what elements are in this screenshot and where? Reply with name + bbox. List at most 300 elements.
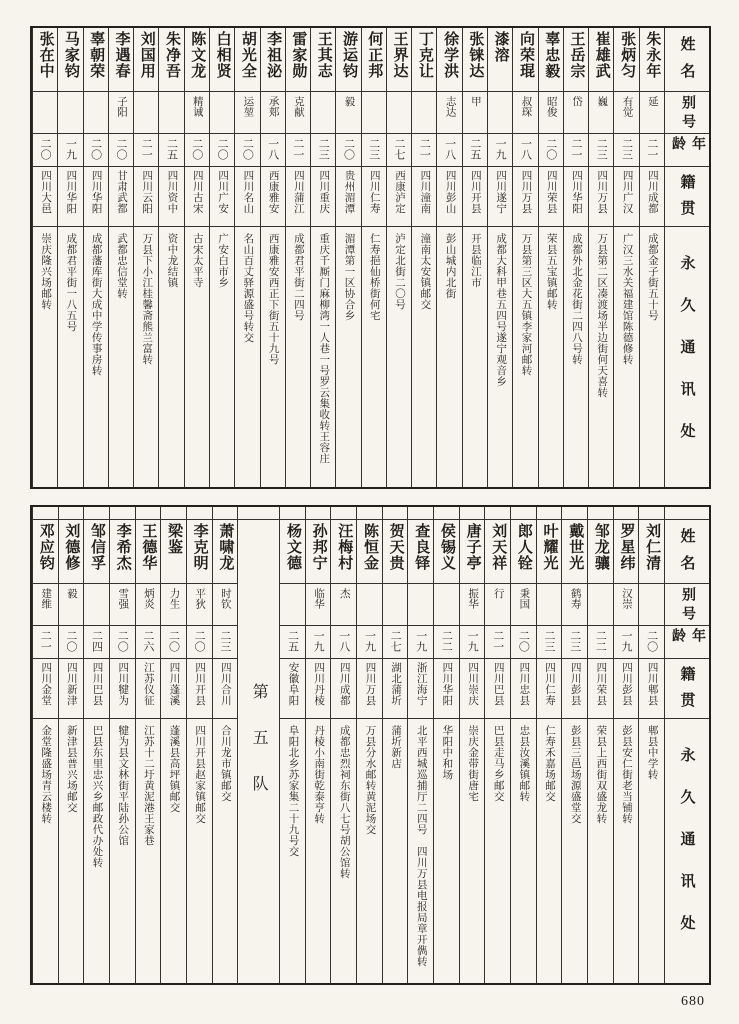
person-alias — [488, 92, 512, 134]
person-name: 白相贤 — [210, 28, 234, 92]
person-alias: 平狄 — [187, 584, 212, 626]
person-address: 开县临江市 — [469, 233, 481, 288]
person-column — [330, 507, 356, 983]
person-address: 忠县汝溪镇邮转 — [518, 725, 530, 802]
person-alias — [387, 92, 411, 134]
person-native-place: 西康雅安 — [261, 167, 285, 227]
person-address: 彭县安仁街老当铺转 — [621, 725, 633, 824]
person-alias — [588, 584, 613, 626]
person-address: 成都外北金花街二四八号转 — [571, 233, 583, 365]
person-address: 万县第二区凑渡场半边街何天喜转 — [596, 233, 608, 398]
person-alias: 毅 — [336, 92, 360, 134]
header-permanent-address: 永久通讯处 — [678, 255, 695, 465]
person-column — [58, 507, 84, 983]
person-column — [57, 28, 82, 487]
person-native-place: 四川荣县 — [588, 659, 613, 719]
person-age: 二〇 — [639, 626, 664, 659]
person-alias — [280, 584, 305, 626]
person-column — [109, 507, 135, 983]
person-address: 万县分水邮转黄泥场交 — [364, 725, 376, 835]
person-native-place: 四川万县 — [357, 659, 382, 719]
person-native-place: 四川彭县 — [562, 659, 587, 719]
person-native-place: 四川遂宁 — [488, 167, 512, 227]
person-alias: 甲 — [463, 92, 487, 134]
person-age: 二五 — [159, 134, 183, 167]
person-name: 胡光全 — [235, 28, 259, 92]
person-address: 荣县五宝镇邮转 — [545, 233, 557, 310]
person-name: 何正邦 — [362, 28, 386, 92]
person-address: 万县第三区大五镇李家河邮转 — [520, 233, 532, 376]
person-name: 辜朝荣 — [84, 28, 108, 92]
person-alias — [357, 584, 382, 626]
person-age: 二六 — [136, 626, 161, 659]
person-native-place: 四川成都 — [331, 659, 356, 719]
person-native-place: 西康泸定 — [387, 167, 411, 227]
person-age: 二一 — [564, 134, 588, 167]
header-column — [664, 507, 709, 983]
person-age: 一九 — [58, 134, 82, 167]
person-column — [484, 507, 510, 983]
person-address: 崇庆隆兴场邮转 — [40, 233, 52, 310]
person-address: 广汉三水关福建馆陈德修转 — [621, 233, 633, 365]
person-column — [536, 507, 562, 983]
person-address: 广安白市乡 — [217, 233, 229, 288]
person-address: 阜阳北乡苏家集二十九号交 — [287, 725, 299, 857]
roster-table-bottom — [30, 505, 711, 985]
person-age: 二二 — [588, 626, 613, 659]
person-address: 湄潭第一区协合乡 — [343, 233, 355, 321]
person-age: 二〇 — [336, 134, 360, 167]
person-age: 二一 — [640, 134, 664, 167]
person-name: 马家钧 — [58, 28, 82, 92]
person-native-place: 四川新津 — [59, 659, 84, 719]
person-name: 崔雄武 — [589, 28, 613, 92]
person-native-place: 四川资中 — [159, 167, 183, 227]
person-native-place: 四川崇庆 — [460, 659, 485, 719]
person-name: 唐子亭 — [460, 520, 485, 584]
person-address: 蒲圻新店 — [390, 725, 402, 769]
person-alias — [408, 584, 433, 626]
person-alias — [412, 92, 436, 134]
person-column — [407, 507, 433, 983]
person-column — [133, 28, 158, 487]
person-column — [356, 507, 382, 983]
page-number: 680 — [681, 994, 705, 1009]
person-native-place: 四川丹棱 — [306, 659, 331, 719]
person-age: 二〇 — [511, 626, 536, 659]
person-age: 二五 — [280, 626, 305, 659]
person-address: 成都君平街二四号 — [292, 233, 304, 321]
person-column — [510, 507, 536, 983]
person-alias: 志达 — [437, 92, 461, 134]
person-native-place: 四川巴县 — [485, 659, 510, 719]
person-address: 丹棱小南街乾泰亨转 — [313, 725, 325, 824]
person-age: 二三 — [311, 134, 335, 167]
person-address: 金堂隆盛场青云楼转 — [40, 725, 52, 824]
person-alias: 建维 — [33, 584, 58, 626]
person-alias — [134, 92, 158, 134]
header-name: 姓名 — [665, 520, 709, 584]
person-alias: 克献 — [286, 92, 310, 134]
header-native-place: 籍贯 — [665, 167, 709, 227]
person-address: 成都大科甲巷五四号遂宁观音乡 — [495, 233, 507, 387]
header-age: 年龄 — [665, 626, 709, 659]
person-alias: 秉国 — [511, 584, 536, 626]
person-alias — [362, 92, 386, 134]
person-address: 名山百丈驿源盛号转交 — [242, 233, 254, 343]
person-age: 一九 — [488, 134, 512, 167]
person-name: 刘国用 — [134, 28, 158, 92]
person-age: 二〇 — [59, 626, 84, 659]
person-age: 一九 — [408, 626, 433, 659]
person-name: 徐学洪 — [437, 28, 461, 92]
person-column — [83, 507, 109, 983]
person-address: 江苏十二圩黄泥港王家巷 — [142, 725, 154, 846]
person-alias — [210, 92, 234, 134]
person-column — [305, 507, 331, 983]
person-name: 王界达 — [387, 28, 411, 92]
person-age: 二一 — [412, 134, 436, 167]
person-native-place: 四川开县 — [187, 659, 212, 719]
person-native-place: 四川重庆 — [311, 167, 335, 227]
person-age: 二二 — [434, 626, 459, 659]
person-native-place: 四川名山 — [235, 167, 259, 227]
person-column — [563, 28, 588, 487]
person-native-place: 四川合川 — [213, 659, 238, 719]
person-age: 二一 — [286, 134, 310, 167]
person-address: 仁寿禾嘉场邮交 — [544, 725, 556, 802]
person-alias — [84, 584, 109, 626]
person-native-place: 四川华阳 — [58, 167, 82, 227]
person-native-place: 四川金堂 — [33, 659, 58, 719]
person-address: 成都忠烈祠东街八七号胡公馆转 — [338, 725, 350, 879]
person-native-place: 四川古宋 — [185, 167, 209, 227]
person-alias — [58, 92, 82, 134]
person-alias: 昭俊 — [539, 92, 563, 134]
person-address: 西康雅安西正下街五十九号 — [267, 233, 279, 365]
person-age: 一八 — [513, 134, 537, 167]
person-column — [234, 28, 259, 487]
person-alias: 雪强 — [110, 584, 135, 626]
person-alias: 有觉 — [614, 92, 638, 134]
person-alias — [311, 92, 335, 134]
person-column — [209, 28, 234, 487]
person-age: 二三 — [362, 134, 386, 167]
person-column — [32, 507, 58, 983]
person-name: 郎人铨 — [511, 520, 536, 584]
person-alias: 汉崇 — [614, 584, 639, 626]
person-name: 侯锡义 — [434, 520, 459, 584]
person-native-place: 四川华阳 — [84, 167, 108, 227]
person-column — [512, 28, 537, 487]
person-age: 二〇 — [210, 134, 234, 167]
person-name: 王德华 — [136, 520, 161, 584]
person-native-place: 四川成都 — [640, 167, 664, 227]
person-native-place: 四川万县 — [589, 167, 613, 227]
person-name: 刘天祥 — [485, 520, 510, 584]
person-native-place: 四川巴县 — [84, 659, 109, 719]
person-age: 二〇 — [110, 626, 135, 659]
header-native-place: 籍贯 — [665, 659, 709, 719]
person-column — [487, 28, 512, 487]
person-name: 杨文德 — [280, 520, 305, 584]
person-column — [459, 507, 485, 983]
person-age: 一九 — [614, 626, 639, 659]
person-column — [638, 507, 664, 983]
person-alias: 杰 — [331, 584, 356, 626]
person-address: 彭县三邑场源盛堂交 — [569, 725, 581, 824]
header-alias: 别号 — [665, 92, 709, 134]
person-name: 李遇春 — [109, 28, 133, 92]
person-native-place: 浙江海宁 — [408, 659, 433, 719]
person-age: 二五 — [463, 134, 487, 167]
person-alias: 振华 — [460, 584, 485, 626]
person-native-place: 四川犍为 — [110, 659, 135, 719]
person-native-place: 四川蓬溪 — [161, 659, 186, 719]
person-native-place: 四川大邑 — [33, 167, 57, 227]
person-alias — [639, 584, 664, 626]
header-name: 姓名 — [665, 28, 709, 92]
person-age: 一九 — [357, 626, 382, 659]
person-age: 一八 — [331, 626, 356, 659]
person-address: 泸定北街二〇号 — [394, 233, 406, 310]
person-name: 漆溶 — [488, 28, 512, 92]
person-name: 邹信孚 — [84, 520, 109, 584]
person-native-place: 四川华阳 — [564, 167, 588, 227]
person-name: 梁鉴 — [161, 520, 186, 584]
person-alias: 临华 — [306, 584, 331, 626]
person-column — [361, 28, 386, 487]
person-age: 二〇 — [109, 134, 133, 167]
person-name: 刘德修 — [59, 520, 84, 584]
person-address: 荣县上西街双盛龙转 — [595, 725, 607, 824]
header-column — [664, 28, 709, 487]
person-age: 二一 — [485, 626, 510, 659]
person-native-place: 四川华阳 — [434, 659, 459, 719]
person-age: 二四 — [84, 626, 109, 659]
person-address: 万县下小江桂馨斋熊兰富转 — [141, 233, 153, 365]
person-age: 一八 — [437, 134, 461, 167]
person-name: 雷家勋 — [286, 28, 310, 92]
person-name: 丁克让 — [412, 28, 436, 92]
person-age: 二一 — [33, 626, 58, 659]
person-alias: 运堃 — [235, 92, 259, 134]
person-name: 邓应钧 — [33, 520, 58, 584]
person-column — [613, 28, 638, 487]
person-alias: 子阳 — [109, 92, 133, 134]
person-alias: 承郏 — [261, 92, 285, 134]
person-native-place: 四川蒲江 — [286, 167, 310, 227]
person-name: 李祖泌 — [261, 28, 285, 92]
person-name: 游运钧 — [336, 28, 360, 92]
person-column — [186, 507, 212, 983]
person-age: 二三 — [537, 626, 562, 659]
person-name: 王其志 — [311, 28, 335, 92]
person-name: 邹龙骧 — [588, 520, 613, 584]
person-name: 李希杰 — [110, 520, 135, 584]
person-name: 陈恒金 — [357, 520, 382, 584]
person-native-place: 四川荣县 — [539, 167, 563, 227]
person-name: 朱净吾 — [159, 28, 183, 92]
header-permanent-address: 永久通讯处 — [678, 747, 695, 957]
person-column — [411, 28, 436, 487]
person-native-place: 湖北蒲圻 — [383, 659, 408, 719]
person-column — [310, 28, 335, 487]
person-alias: 炳炎 — [136, 584, 161, 626]
person-native-place: 四川郫县 — [639, 659, 664, 719]
person-age: 二〇 — [187, 626, 212, 659]
person-age: 二三 — [589, 134, 613, 167]
person-native-place: 四川仁寿 — [362, 167, 386, 227]
person-age: 一八 — [261, 134, 285, 167]
person-column — [160, 507, 186, 983]
person-alias: 精诚 — [185, 92, 209, 134]
person-name: 萧啸龙 — [213, 520, 238, 584]
person-column — [158, 28, 183, 487]
person-native-place: 安徽阜阳 — [280, 659, 305, 719]
person-name: 朱永年 — [640, 28, 664, 92]
person-age: 二〇 — [161, 626, 186, 659]
person-alias: 叔琛 — [513, 92, 537, 134]
person-name: 张在中 — [33, 28, 57, 92]
person-alias: 力生 — [161, 584, 186, 626]
person-alias: 巍 — [589, 92, 613, 134]
person-native-place: 甘肃武都 — [109, 167, 133, 227]
person-age: 二三 — [562, 626, 587, 659]
person-column — [135, 507, 161, 983]
person-name: 贺天贵 — [383, 520, 408, 584]
person-column — [83, 28, 108, 487]
person-native-place: 四川彭山 — [437, 167, 461, 227]
person-native-place: 四川忠县 — [511, 659, 536, 719]
person-age: 二七 — [387, 134, 411, 167]
person-alias — [434, 584, 459, 626]
person-alias — [383, 584, 408, 626]
person-address: 潼南太安镇邮交 — [419, 233, 431, 310]
person-age: 二三 — [213, 626, 238, 659]
person-age: 二七 — [383, 626, 408, 659]
person-column — [613, 507, 639, 983]
person-column — [538, 28, 563, 487]
person-address: 重庆千厮门麻柳湾一人巷一号罗云集收转王容庄 — [318, 233, 330, 464]
person-column — [382, 507, 408, 983]
person-alias — [84, 92, 108, 134]
person-column — [561, 507, 587, 983]
person-column — [108, 28, 133, 487]
person-name: 叶耀光 — [537, 520, 562, 584]
squad-divider-column — [237, 507, 279, 983]
person-name: 戴世光 — [562, 520, 587, 584]
person-column — [386, 28, 411, 487]
person-address: 崇庆金带街唐宅 — [467, 725, 479, 802]
squad-label: 第五队 — [250, 682, 268, 821]
person-alias: 延 — [640, 92, 664, 134]
person-age: 二〇 — [185, 134, 209, 167]
person-column — [184, 28, 209, 487]
person-native-place: 四川彭县 — [614, 659, 639, 719]
person-column — [433, 507, 459, 983]
person-age: 二〇 — [539, 134, 563, 167]
header-alias: 别号 — [665, 584, 709, 626]
person-address: 合川龙市镇邮交 — [219, 725, 231, 802]
person-age: 二〇 — [235, 134, 259, 167]
person-native-place: 四川广安 — [210, 167, 234, 227]
person-native-place: 江苏仪征 — [136, 659, 161, 719]
person-name: 孙邦宁 — [306, 520, 331, 584]
person-address: 新津县普兴场邮交 — [65, 725, 77, 813]
person-column — [285, 28, 310, 487]
person-age: 一九 — [306, 626, 331, 659]
person-alias: 岱 — [564, 92, 588, 134]
person-address: 蓬溪县高坪镇邮交 — [168, 725, 180, 813]
person-name: 向荣琨 — [513, 28, 537, 92]
person-alias — [537, 584, 562, 626]
person-age: 二一 — [134, 134, 158, 167]
person-name: 张炳匀 — [614, 28, 638, 92]
person-address: 武都忠信堂转 — [115, 233, 127, 299]
person-address: 巴县走马乡邮交 — [492, 725, 504, 802]
person-name: 刘仁清 — [639, 520, 664, 584]
person-column — [212, 507, 238, 983]
person-native-place: 四川万县 — [513, 167, 537, 227]
person-alias — [33, 92, 57, 134]
person-age: 二〇 — [33, 134, 57, 167]
person-address: 巴县东里忠兴乡邮政代办处转 — [91, 725, 103, 868]
person-native-place: 四川开县 — [463, 167, 487, 227]
person-age: 一九 — [460, 626, 485, 659]
roster-table-top — [30, 26, 711, 489]
person-address: 彭山城内北街 — [444, 233, 456, 299]
person-address: 成都藩库街大成中学传事房转 — [90, 233, 102, 376]
header-age: 年龄 — [665, 134, 709, 167]
person-address: 郫县中学转 — [646, 725, 658, 780]
person-address: 四川开县赵家镇邮交 — [194, 725, 206, 824]
person-address: 成都金子街五十号 — [646, 233, 658, 321]
person-address: 北平西城巡捕厅二四号 四川万县电报局章开儁转 — [415, 725, 427, 967]
person-address: 仁寿挹仙桥街何宅 — [368, 233, 380, 321]
person-name: 罗星纬 — [614, 520, 639, 584]
person-native-place: 四川仁寿 — [537, 659, 562, 719]
person-native-place: 四川广汉 — [614, 167, 638, 227]
person-address: 犍为县文林街平陆孙公馆 — [117, 725, 129, 846]
person-name: 陈文龙 — [185, 28, 209, 92]
person-address: 古宋太平寺 — [191, 233, 203, 288]
person-column — [279, 507, 305, 983]
person-column — [462, 28, 487, 487]
person-name: 辜忠毅 — [539, 28, 563, 92]
person-name: 王岳宗 — [564, 28, 588, 92]
person-native-place: 贵州湄潭 — [336, 167, 360, 227]
person-alias — [159, 92, 183, 134]
person-address: 资中龙结镇 — [166, 233, 178, 288]
person-name: 查良铎 — [408, 520, 433, 584]
person-alias: 行 — [485, 584, 510, 626]
person-column — [260, 28, 285, 487]
person-column — [587, 507, 613, 983]
person-address: 华阳中和场 — [441, 725, 453, 780]
person-column — [588, 28, 613, 487]
person-column — [639, 28, 664, 487]
person-column — [32, 28, 57, 487]
person-age: 二〇 — [84, 134, 108, 167]
person-alias: 毅 — [59, 584, 84, 626]
person-native-place: 四川云阳 — [134, 167, 158, 227]
person-name: 张铼达 — [463, 28, 487, 92]
person-native-place: 四川潼南 — [412, 167, 436, 227]
person-alias: 鹤寿 — [562, 584, 587, 626]
person-column — [335, 28, 360, 487]
person-column — [436, 28, 461, 487]
